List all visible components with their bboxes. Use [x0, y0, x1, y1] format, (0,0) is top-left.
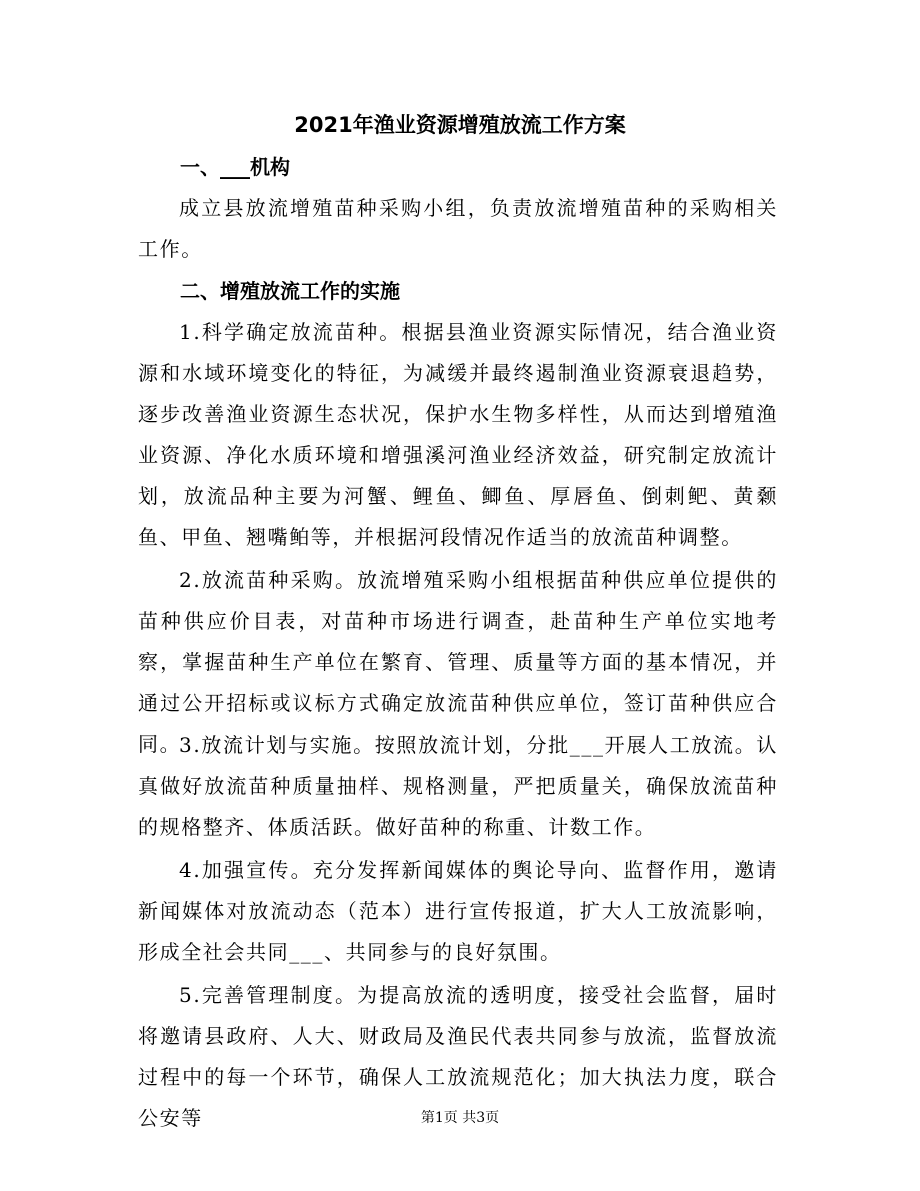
- paragraph-item-3: 3.放流计划与实施。按照放流计划，分批___开展人工放流。认真做好放流苗种质量抽样、规格测量，严把质量关，确保放流苗种的规格整齐、体质活跃。做好苗种的称重、计数工作。: [138, 733, 778, 839]
- paragraph-item-4: 4.加强宣传。充分发挥新闻媒体的舆论导向、监督作用，邀请新闻媒体对放流动态（范本）进行宣传报道，扩大人工放流影响，形成全社会共同___、共同参与的良好氛围。: [138, 858, 778, 964]
- paragraph-item-5: 5.完善管理制度。为提高放流的透明度，接受社会监督，届时将邀请县政府、人大、财政局及渔民代表共同参与放流，监督放流过程中的每一个环节，确保人工放流规范化；加大执法力度，联合公安等: [138, 983, 778, 1130]
- section-heading-1: 一、___机构: [180, 155, 290, 179]
- section-heading-2: 二、增殖放流工作的实施: [180, 279, 400, 303]
- paragraph-item-1: 1.科学确定放流苗种。根据县渔业资源实际情况，结合渔业资源和水域环境变化的特征，为减缓并最终遏制渔业资源衰退趋势，逐步改善渔业资源生态状况，保护水生物多样性，从而达到增殖渔业资源、净化水质环境和增强溪河渔业经济效益，研究制定放流计划，放流品种主要为河蟹、鲤鱼、鲫鱼、厚唇鱼、倒刺鲃、黄颡鱼、甲鱼、翘嘴鲌等，并根据河段情况作适当的放流苗种调整。: [138, 320, 778, 549]
- section-1-paragraph: 成立县放流增殖苗种采购小组，负责放流增殖苗种的采购相关工作。: [138, 196, 778, 261]
- paragraph-item-2: 2.放流苗种采购。放流增殖采购小组根据苗种供应单位提供的苗种供应价目表，对苗种市场进行调查，赴苗种生产单位实地考察，掌握苗种生产单位在繁育、管理、质量等方面的基本情况，并通过公开招标或议标方式确定放流苗种供应单位，签订苗种供应合同。: [138, 568, 778, 756]
- page-footer: 第1页 共3页: [420, 1110, 500, 1126]
- document-title: 2021年渔业资源增殖放流工作方案: [294, 113, 626, 137]
